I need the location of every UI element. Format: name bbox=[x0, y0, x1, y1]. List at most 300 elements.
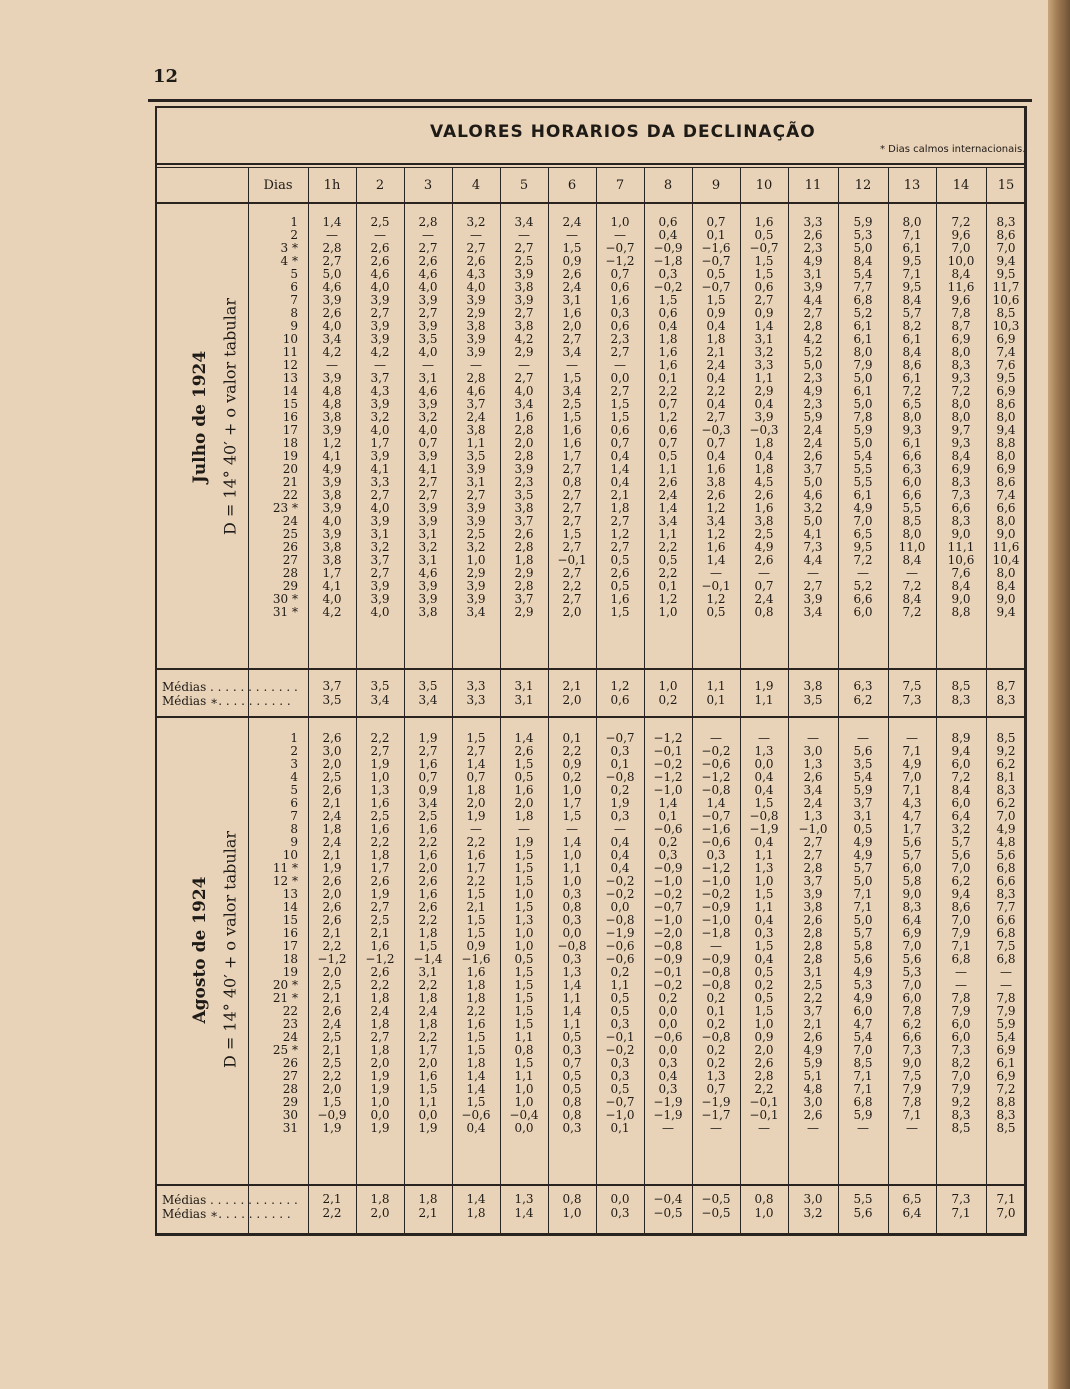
table-cell: 1,7 bbox=[418, 1043, 438, 1057]
table-cell: 3,8 bbox=[322, 540, 342, 554]
table-cell: 1,0 bbox=[370, 1095, 390, 1109]
table-cell: — bbox=[710, 939, 722, 953]
table-cell: −0,2 bbox=[701, 744, 731, 758]
table-cell: 4,0 bbox=[370, 423, 390, 437]
table-cell: 2,7 bbox=[706, 410, 726, 424]
header-hour: 3 bbox=[423, 178, 433, 193]
table-cell: 4,3 bbox=[370, 384, 390, 398]
table-cell: 3,8 bbox=[754, 514, 774, 528]
table-cell: 4,0 bbox=[514, 384, 534, 398]
table-cell: 0,3 bbox=[658, 267, 678, 281]
table-cell: −0,8 bbox=[701, 783, 731, 797]
table-cell: 3,9 bbox=[418, 397, 438, 411]
table-cell: 3,9 bbox=[466, 462, 486, 476]
table-cell: 3,9 bbox=[418, 501, 438, 515]
table-cell: 6,9 bbox=[902, 926, 922, 940]
row-day: 11 bbox=[282, 345, 298, 359]
table-cell: −0,6 bbox=[653, 822, 683, 836]
table-cell: 2,6 bbox=[370, 965, 390, 979]
table-cell: 0,5 bbox=[754, 991, 774, 1005]
table-cell: 3,2 bbox=[754, 345, 774, 359]
header-hour: 12 bbox=[854, 178, 872, 193]
table-cell: 5,4 bbox=[996, 1030, 1016, 1044]
table-cell: 2,6 bbox=[803, 1030, 823, 1044]
table-cell: 10,6 bbox=[992, 293, 1020, 307]
table-cell: 1,6 bbox=[418, 887, 438, 901]
table-cell: 5,2 bbox=[853, 579, 873, 593]
table-cell: 7,0 bbox=[902, 939, 922, 953]
table-cell: 1,6 bbox=[370, 822, 390, 836]
table-cell: 2,6 bbox=[322, 913, 342, 927]
table-cell: 8,1 bbox=[996, 770, 1016, 784]
table-cell: 6,0 bbox=[853, 605, 873, 619]
table-cell: 2,0 bbox=[514, 796, 534, 810]
table-cell: 6,4 bbox=[951, 809, 971, 823]
table-cell: 1,6 bbox=[610, 592, 630, 606]
table-cell: 3,1 bbox=[562, 293, 582, 307]
table-cell: 6,1 bbox=[996, 1056, 1016, 1070]
table-cell: −1,8 bbox=[653, 254, 683, 268]
table-cell: 3,5 bbox=[514, 488, 534, 502]
table-cell: 1,8 bbox=[418, 926, 438, 940]
table-cell: 6,1 bbox=[853, 332, 873, 346]
table-cell: 10,3 bbox=[992, 319, 1020, 333]
table-cell: 2,4 bbox=[754, 592, 774, 606]
row-day: 12 bbox=[282, 358, 298, 372]
row-day: 10 bbox=[282, 332, 298, 346]
table-cell: 3,4 bbox=[658, 514, 678, 528]
table-cell: 6,8 bbox=[996, 952, 1016, 966]
medias-label: Médias . . . . . . . . . . . . bbox=[162, 680, 298, 694]
table-cell: 0,9 bbox=[754, 306, 774, 320]
medias-cell: 1,4 bbox=[466, 1192, 486, 1206]
table-cell: 1,8 bbox=[370, 991, 390, 1005]
table-cell: 7,7 bbox=[996, 900, 1016, 914]
table-cell: 9,3 bbox=[902, 423, 922, 437]
row-day: 15 bbox=[282, 397, 298, 411]
table-cell: 6,0 bbox=[951, 1017, 971, 1031]
table-cell: −0,9 bbox=[653, 241, 683, 255]
table-cell: 3,9 bbox=[418, 319, 438, 333]
table-cell: 8,9 bbox=[951, 731, 971, 745]
table-cell: 3,3 bbox=[754, 358, 774, 372]
table-cell: 4,7 bbox=[853, 1017, 873, 1031]
table-cell: 8,0 bbox=[902, 527, 922, 541]
table-cell: 7,0 bbox=[853, 514, 873, 528]
table-cell: −1,0 bbox=[798, 822, 828, 836]
table-cell: 5,4 bbox=[853, 1030, 873, 1044]
table-cell: 6,9 bbox=[996, 384, 1016, 398]
medias-cell: 6,5 bbox=[902, 1192, 922, 1206]
table-cell: 0,0 bbox=[514, 1121, 534, 1135]
table-cell: 0,4 bbox=[610, 861, 630, 875]
table-cell: 8,0 bbox=[996, 449, 1016, 463]
table-cell: 0,0 bbox=[610, 900, 630, 914]
table-cell: 5,0 bbox=[853, 241, 873, 255]
table-cell: 8,0 bbox=[951, 397, 971, 411]
row-day: 8 bbox=[290, 306, 298, 320]
table-cell: −0,8 bbox=[557, 939, 587, 953]
table-cell: 5,9 bbox=[803, 1056, 823, 1070]
table-cell: 4,9 bbox=[853, 501, 873, 515]
table-cell: 7,8 bbox=[902, 1095, 922, 1109]
table-cell: 2,7 bbox=[610, 384, 630, 398]
table-cell: 2,2 bbox=[418, 1030, 438, 1044]
table-cell: 2,0 bbox=[322, 965, 342, 979]
table-cell: 9,4 bbox=[951, 744, 971, 758]
table-cell: 0,3 bbox=[610, 809, 630, 823]
table-cell: 3,7 bbox=[514, 592, 534, 606]
medias-cell: 1,0 bbox=[658, 679, 678, 693]
table-cell: 9,0 bbox=[902, 887, 922, 901]
table-cell: 3,4 bbox=[803, 605, 823, 619]
table-cell: 4,6 bbox=[418, 267, 438, 281]
table-cell: 9,0 bbox=[902, 1056, 922, 1070]
table-cell: 0,4 bbox=[706, 319, 726, 333]
table-cell: 2,2 bbox=[658, 566, 678, 580]
row-day: 19 bbox=[282, 449, 298, 463]
medias-star-label: Médias ∗. . . . . . . . . . bbox=[162, 1207, 291, 1221]
table-cell: 2,6 bbox=[370, 874, 390, 888]
table-cell: 5,9 bbox=[853, 215, 873, 229]
table-cell: 2,9 bbox=[466, 306, 486, 320]
table-cell: 6,6 bbox=[902, 488, 922, 502]
header-hour: 11 bbox=[804, 178, 822, 193]
table-cell: 2,3 bbox=[803, 241, 823, 255]
table-cell: 7,1 bbox=[902, 267, 922, 281]
table-cell: 2,6 bbox=[322, 1004, 342, 1018]
table-cell: 0,9 bbox=[466, 939, 486, 953]
table-cell: 2,2 bbox=[418, 978, 438, 992]
table-cell: 1,6 bbox=[418, 848, 438, 862]
table-cell: 0,1 bbox=[610, 1121, 630, 1135]
medias-star-cell: 8,3 bbox=[996, 693, 1016, 707]
medias-star-cell: 3,5 bbox=[322, 693, 342, 707]
table-cell: 1,6 bbox=[562, 423, 582, 437]
table-cell: 2,7 bbox=[418, 488, 438, 502]
table-cell: −1,6 bbox=[701, 241, 731, 255]
table-cell: 0,3 bbox=[610, 744, 630, 758]
table-cell: 2,7 bbox=[322, 254, 342, 268]
table-cell: 2,2 bbox=[562, 744, 582, 758]
table-cell: 0,5 bbox=[610, 1082, 630, 1096]
table-cell: 2,1 bbox=[706, 345, 726, 359]
footnote: * Dias calmos internacionais. bbox=[880, 144, 1026, 155]
table-cell: 0,7 bbox=[706, 436, 726, 450]
table-cell: 1,5 bbox=[514, 1056, 534, 1070]
table-cell: 1,5 bbox=[466, 731, 486, 745]
table-cell: 3,8 bbox=[466, 423, 486, 437]
table-cell: 2,6 bbox=[418, 874, 438, 888]
table-title: VALORES HORARIOS DA DECLINAÇÃO bbox=[430, 122, 816, 142]
table-cell: 1,4 bbox=[610, 462, 630, 476]
table-cell: 8,5 bbox=[996, 306, 1016, 320]
table-cell: 6,1 bbox=[902, 371, 922, 385]
table-cell: 4,5 bbox=[754, 475, 774, 489]
table-cell: 1,9 bbox=[370, 1121, 390, 1135]
table-cell: 10,6 bbox=[947, 553, 975, 567]
table-cell: 6,0 bbox=[902, 991, 922, 1005]
table-cell: 6,6 bbox=[996, 874, 1016, 888]
table-cell: — bbox=[857, 731, 869, 745]
table-cell: 2,6 bbox=[466, 254, 486, 268]
medias-star-cell: 2,0 bbox=[370, 1206, 390, 1220]
table-cell: 8,4 bbox=[902, 345, 922, 359]
table-cell: 2,8 bbox=[803, 939, 823, 953]
table-cell: 1,1 bbox=[418, 1095, 438, 1109]
august-label: Agosto de 1924 bbox=[190, 876, 210, 1024]
table-cell: 2,2 bbox=[658, 384, 678, 398]
table-cell: 1,7 bbox=[562, 449, 582, 463]
table-cell: 3,8 bbox=[418, 605, 438, 619]
table-cell: 4,0 bbox=[322, 319, 342, 333]
table-cell: 0,5 bbox=[610, 1004, 630, 1018]
table-cell: 8,0 bbox=[996, 514, 1016, 528]
row-day: 14 bbox=[282, 384, 298, 398]
medias-cell: 3,5 bbox=[418, 679, 438, 693]
table-cell: 9,2 bbox=[996, 744, 1016, 758]
table-cell: 7,0 bbox=[996, 809, 1016, 823]
table-cell: 3,4 bbox=[514, 397, 534, 411]
table-cell: 1,6 bbox=[514, 410, 534, 424]
header-hour: 5 bbox=[519, 178, 529, 193]
table-cell: 0,2 bbox=[610, 965, 630, 979]
table-cell: 2,7 bbox=[418, 744, 438, 758]
medias-cell: 1,9 bbox=[754, 679, 774, 693]
table-cell: 5,9 bbox=[996, 1017, 1016, 1031]
table-cell: 2,0 bbox=[466, 796, 486, 810]
table-cell: 1,8 bbox=[466, 991, 486, 1005]
table-cell: 5,6 bbox=[902, 952, 922, 966]
table-cell: 4,9 bbox=[803, 254, 823, 268]
table-cell: 3,0 bbox=[322, 744, 342, 758]
table-cell: 7,3 bbox=[803, 540, 823, 554]
table-cell: 2,5 bbox=[322, 770, 342, 784]
table-cell: 4,6 bbox=[418, 384, 438, 398]
table-cell: 1,9 bbox=[418, 1121, 438, 1135]
row-day: 23 bbox=[282, 1017, 298, 1031]
table-cell: 8,4 bbox=[902, 293, 922, 307]
table-cell: 2,6 bbox=[322, 874, 342, 888]
table-cell: −1,2 bbox=[605, 254, 635, 268]
table-cell: 7,6 bbox=[951, 566, 971, 580]
table-cell: 0,4 bbox=[754, 835, 774, 849]
table-cell: 0,1 bbox=[658, 809, 678, 823]
table-cell: 1,5 bbox=[514, 1017, 534, 1031]
table-cell: 1,4 bbox=[466, 757, 486, 771]
table-cell: 4,8 bbox=[996, 835, 1016, 849]
table-cell: −0,8 bbox=[605, 913, 635, 927]
row-day: 31 * bbox=[272, 605, 298, 619]
table-cell: 3,9 bbox=[466, 514, 486, 528]
table-cell: 0,2 bbox=[754, 978, 774, 992]
table-cell: 2,2 bbox=[658, 540, 678, 554]
table-cell: 5,7 bbox=[902, 306, 922, 320]
table-cell: 0,5 bbox=[562, 1082, 582, 1096]
table-cell: 9,5 bbox=[996, 371, 1016, 385]
table-cell: 1,0 bbox=[754, 1017, 774, 1031]
row-day: 1 bbox=[290, 215, 298, 229]
table-cell: 9,0 bbox=[996, 527, 1016, 541]
medias-cell: 8,5 bbox=[951, 679, 971, 693]
table-cell: — bbox=[566, 358, 578, 372]
table-cell: 8,5 bbox=[996, 1121, 1016, 1135]
table-cell: 8,3 bbox=[951, 1108, 971, 1122]
table-cell: 1,5 bbox=[610, 410, 630, 424]
table-cell: 5,2 bbox=[803, 345, 823, 359]
table-cell: −0,9 bbox=[701, 952, 731, 966]
table-cell: — bbox=[470, 822, 482, 836]
table-cell: 5,1 bbox=[803, 1069, 823, 1083]
table-cell: 3,9 bbox=[322, 423, 342, 437]
table-cell: 1,3 bbox=[370, 783, 390, 797]
table-cell: 1,4 bbox=[706, 796, 726, 810]
table-cell: 6,0 bbox=[951, 796, 971, 810]
table-cell: — bbox=[758, 1121, 770, 1135]
table-cell: 7,0 bbox=[853, 1043, 873, 1057]
table-cell: 9,7 bbox=[951, 423, 971, 437]
table-cell: 2,6 bbox=[514, 744, 534, 758]
table-cell: 0,5 bbox=[610, 991, 630, 1005]
table-cell: — bbox=[1000, 965, 1012, 979]
table-cell: 3,7 bbox=[514, 514, 534, 528]
table-cell: 0,2 bbox=[562, 770, 582, 784]
table-cell: 3,8 bbox=[514, 280, 534, 294]
table-cell: 3,2 bbox=[418, 540, 438, 554]
table-cell: −0,1 bbox=[557, 553, 587, 567]
table-cell: 2,7 bbox=[803, 579, 823, 593]
table-cell: 1,5 bbox=[514, 861, 534, 875]
table-cell: 6,1 bbox=[902, 332, 922, 346]
table-cell: 1,0 bbox=[514, 887, 534, 901]
table-cell: 6,9 bbox=[996, 1043, 1016, 1057]
row-day: 22 bbox=[282, 1004, 298, 1018]
table-cell: 1,0 bbox=[610, 215, 630, 229]
table-cell: — bbox=[374, 358, 386, 372]
table-cell: 2,0 bbox=[322, 887, 342, 901]
table-cell: 1,6 bbox=[658, 358, 678, 372]
table-cell: 3,3 bbox=[803, 215, 823, 229]
table-cell: 8,4 bbox=[902, 553, 922, 567]
table-cell: — bbox=[470, 228, 482, 242]
table-cell: 2,7 bbox=[466, 241, 486, 255]
table-cell: — bbox=[470, 358, 482, 372]
row-day: 3 bbox=[290, 757, 298, 771]
table-cell: 7,3 bbox=[951, 488, 971, 502]
table-cell: 6,9 bbox=[996, 462, 1016, 476]
table-cell: 0,5 bbox=[610, 553, 630, 567]
table-cell: −0,6 bbox=[653, 1030, 683, 1044]
table-cell: 2,1 bbox=[322, 926, 342, 940]
table-cell: 1,8 bbox=[418, 1017, 438, 1031]
table-cell: −1,0 bbox=[701, 913, 731, 927]
table-cell: −1,4 bbox=[413, 952, 443, 966]
table-cell: 4,3 bbox=[902, 796, 922, 810]
table-cell: — bbox=[326, 358, 338, 372]
table-cell: — bbox=[807, 566, 819, 580]
table-cell: 2,6 bbox=[754, 553, 774, 567]
table-cell: 2,7 bbox=[370, 1030, 390, 1044]
table-cell: 7,1 bbox=[902, 228, 922, 242]
book-spine bbox=[1048, 0, 1070, 1389]
table-cell: 0,4 bbox=[754, 952, 774, 966]
table-cell: 1,6 bbox=[370, 939, 390, 953]
table-cell: −0,6 bbox=[605, 952, 635, 966]
table-cell: 2,6 bbox=[418, 254, 438, 268]
table-cell: −0,9 bbox=[653, 861, 683, 875]
table-cell: 1,9 bbox=[418, 731, 438, 745]
table-cell: 8,0 bbox=[853, 345, 873, 359]
row-day: 11 * bbox=[272, 861, 298, 875]
table-cell: 3,2 bbox=[466, 540, 486, 554]
row-day: 27 bbox=[282, 553, 298, 567]
table-cell: 1,3 bbox=[514, 913, 534, 927]
row-day: 29 bbox=[282, 579, 298, 593]
table-cell: 0,1 bbox=[706, 228, 726, 242]
table-cell: 2,7 bbox=[466, 488, 486, 502]
medias-cell: 3,3 bbox=[466, 679, 486, 693]
table-cell: 3,0 bbox=[803, 1095, 823, 1109]
table-cell: 6,1 bbox=[902, 241, 922, 255]
medias-star-cell: −0,5 bbox=[701, 1206, 731, 1220]
table-cell: 0,3 bbox=[562, 952, 582, 966]
table-cell: 3,4 bbox=[803, 783, 823, 797]
table-cell: 2,6 bbox=[418, 900, 438, 914]
table-cell: 2,0 bbox=[514, 436, 534, 450]
table-cell: — bbox=[422, 228, 434, 242]
table-cell: 0,4 bbox=[610, 848, 630, 862]
table-cell: 3,1 bbox=[418, 527, 438, 541]
table-cell: 2,7 bbox=[803, 835, 823, 849]
table-cell: 7,4 bbox=[996, 345, 1016, 359]
table-cell: 1,3 bbox=[754, 744, 774, 758]
table-cell: 1,2 bbox=[706, 527, 726, 541]
table-cell: −1,6 bbox=[701, 822, 731, 836]
table-cell: 1,6 bbox=[370, 796, 390, 810]
table-cell: 6,8 bbox=[996, 861, 1016, 875]
table-cell: — bbox=[807, 731, 819, 745]
table-cell: 1,5 bbox=[466, 1095, 486, 1109]
table-cell: 2,7 bbox=[562, 501, 582, 515]
table-cell: 4,2 bbox=[322, 345, 342, 359]
table-cell: 1,8 bbox=[706, 332, 726, 346]
table-cell: 9,3 bbox=[951, 436, 971, 450]
table-cell: 4,7 bbox=[902, 809, 922, 823]
table-cell: 0,5 bbox=[658, 449, 678, 463]
table-cell: −0,8 bbox=[701, 978, 731, 992]
medias-cell: 1,8 bbox=[418, 1192, 438, 1206]
table-cell: 4,8 bbox=[322, 397, 342, 411]
table-cell: 0,0 bbox=[610, 371, 630, 385]
table-cell: 3,1 bbox=[418, 371, 438, 385]
table-cell: 1,0 bbox=[562, 848, 582, 862]
table-cell: 2,1 bbox=[803, 1017, 823, 1031]
table-cell: 0,6 bbox=[610, 423, 630, 437]
table-cell: 2,5 bbox=[322, 1030, 342, 1044]
table-cell: −1,7 bbox=[701, 1108, 731, 1122]
table-cell: 2,6 bbox=[803, 449, 823, 463]
row-day: 12 * bbox=[272, 874, 298, 888]
table-cell: 4,4 bbox=[803, 293, 823, 307]
table-cell: 9,5 bbox=[902, 254, 922, 268]
table-cell: 8,5 bbox=[853, 1056, 873, 1070]
table-cell: 2,8 bbox=[514, 449, 534, 463]
table-cell: — bbox=[807, 1121, 819, 1135]
table-cell: 4,2 bbox=[322, 605, 342, 619]
row-day: 10 bbox=[282, 848, 298, 862]
table-cell: −1,2 bbox=[365, 952, 395, 966]
table-cell: 3,1 bbox=[418, 965, 438, 979]
